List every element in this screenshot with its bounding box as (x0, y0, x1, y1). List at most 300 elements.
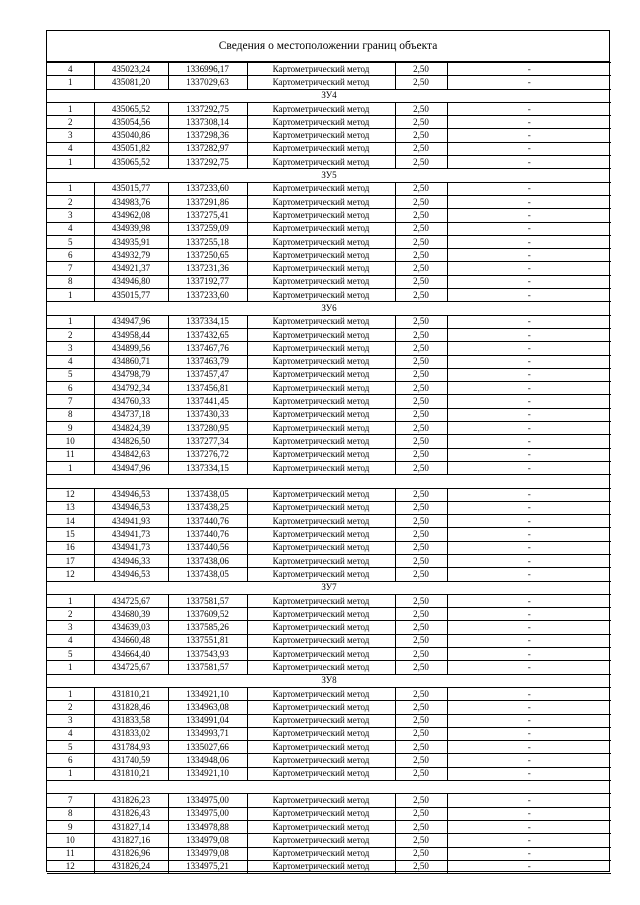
accuracy-cell: 2,50 (395, 608, 447, 621)
x-coordinate-cell: 434941,73 (94, 541, 168, 554)
point-number-cell: 1 (47, 315, 94, 328)
point-number-cell: 3 (47, 714, 94, 727)
table-row (47, 794, 611, 807)
point-number-cell: 6 (47, 754, 94, 767)
x-coordinate-cell: 435065,52 (94, 102, 168, 115)
y-coordinate-cell: 1337250,65 (168, 249, 247, 262)
point-number-cell: 6 (47, 249, 94, 262)
note-cell: - (447, 528, 611, 541)
method-cell: Картометрический метод (247, 289, 395, 302)
table-row (47, 195, 611, 208)
x-coordinate-cell: 434639,03 (94, 621, 168, 634)
x-coordinate-cell: 431826,24 (94, 860, 168, 873)
point-number-cell: 5 (47, 741, 94, 754)
accuracy-cell: 2,50 (395, 355, 447, 368)
x-coordinate-cell: 434946,53 (94, 568, 168, 581)
point-number-cell: 4 (47, 222, 94, 235)
accuracy-cell: 2,50 (395, 741, 447, 754)
note-cell: - (447, 754, 611, 767)
accuracy-cell: 2,50 (395, 648, 447, 661)
accuracy-cell: 2,50 (395, 541, 447, 554)
note-cell: - (447, 422, 611, 435)
y-coordinate-cell: 1337255,18 (168, 235, 247, 248)
note-cell: - (447, 661, 611, 674)
coordinates-table-body (47, 63, 611, 874)
accuracy-cell: 2,50 (395, 116, 447, 129)
note-cell: - (447, 275, 611, 288)
note-cell: - (447, 182, 611, 195)
note-cell: - (447, 435, 611, 448)
method-cell: Картометрический метод (247, 156, 395, 169)
y-coordinate-cell: 1337029,63 (168, 76, 247, 89)
point-number-cell: 2 (47, 328, 94, 341)
note-cell: - (447, 448, 611, 461)
point-number-cell: 11 (47, 847, 94, 860)
table-row (47, 289, 611, 302)
point-number-cell: 5 (47, 235, 94, 248)
y-coordinate-cell: 1337291,86 (168, 195, 247, 208)
x-coordinate-cell: 431740,59 (94, 754, 168, 767)
y-coordinate-cell: 1334979,08 (168, 847, 247, 860)
method-cell: Картометрический метод (247, 648, 395, 661)
accuracy-cell: 2,50 (395, 554, 447, 567)
note-cell: - (447, 342, 611, 355)
accuracy-cell: 2,50 (395, 528, 447, 541)
note-cell: - (447, 368, 611, 381)
table-row (47, 249, 611, 262)
x-coordinate-cell: 434946,33 (94, 554, 168, 567)
accuracy-cell: 2,50 (395, 594, 447, 607)
accuracy-cell: 2,50 (395, 634, 447, 647)
x-coordinate-cell: 431827,14 (94, 820, 168, 833)
accuracy-cell: 2,50 (395, 754, 447, 767)
point-number-cell: 10 (47, 435, 94, 448)
method-cell: Картометрический метод (247, 408, 395, 421)
accuracy-cell: 2,50 (395, 395, 447, 408)
table-row (47, 501, 611, 514)
note-cell: - (447, 714, 611, 727)
method-cell: Картометрический метод (247, 727, 395, 740)
document-frame (46, 30, 610, 872)
y-coordinate-cell: 1334975,00 (168, 794, 247, 807)
method-cell: Картометрический метод (247, 249, 395, 262)
accuracy-cell: 2,50 (395, 515, 447, 528)
accuracy-cell: 2,50 (395, 209, 447, 222)
method-cell: Картометрический метод (247, 807, 395, 820)
x-coordinate-cell: 435015,77 (94, 289, 168, 302)
point-number-cell: 1 (47, 182, 94, 195)
y-coordinate-cell: 1337467,76 (168, 342, 247, 355)
y-coordinate-cell: 1337298,36 (168, 129, 247, 142)
x-coordinate-cell: 434725,67 (94, 661, 168, 674)
y-coordinate-cell: 1334991,04 (168, 714, 247, 727)
x-coordinate-cell: 431828,46 (94, 701, 168, 714)
y-coordinate-cell: 1334979,08 (168, 834, 247, 847)
table-row (47, 328, 611, 341)
table-row (47, 634, 611, 647)
accuracy-cell: 2,50 (395, 222, 447, 235)
accuracy-cell: 2,50 (395, 142, 447, 155)
section-label: ЗУ4 (47, 89, 611, 102)
x-coordinate-cell: 435040,86 (94, 129, 168, 142)
method-cell: Картометрический метод (247, 847, 395, 860)
table-row (47, 594, 611, 607)
x-coordinate-cell: 435081,20 (94, 76, 168, 89)
method-cell: Картометрический метод (247, 142, 395, 155)
method-cell: Картометрический метод (247, 182, 395, 195)
y-coordinate-cell: 1334921,10 (168, 687, 247, 700)
note-cell: - (447, 382, 611, 395)
method-cell: Картометрический метод (247, 368, 395, 381)
table-row (47, 648, 611, 661)
point-number-cell: 1 (47, 156, 94, 169)
section-row (47, 302, 611, 315)
x-coordinate-cell: 434899,56 (94, 342, 168, 355)
point-number-cell: 1 (47, 687, 94, 700)
y-coordinate-cell: 1337308,14 (168, 116, 247, 129)
table-row (47, 461, 611, 474)
y-coordinate-cell: 1337280,95 (168, 422, 247, 435)
x-coordinate-cell: 434941,73 (94, 528, 168, 541)
x-coordinate-cell: 431827,16 (94, 834, 168, 847)
accuracy-cell: 2,50 (395, 621, 447, 634)
method-cell: Картометрический метод (247, 501, 395, 514)
point-number-cell: 4 (47, 63, 94, 76)
table-row (47, 222, 611, 235)
table-row (47, 568, 611, 581)
x-coordinate-cell: 431826,23 (94, 794, 168, 807)
point-number-cell: 8 (47, 275, 94, 288)
x-coordinate-cell: 434725,67 (94, 594, 168, 607)
y-coordinate-cell: 1337440,76 (168, 515, 247, 528)
x-coordinate-cell: 434664,40 (94, 648, 168, 661)
x-coordinate-cell: 434680,39 (94, 608, 168, 621)
method-cell: Картометрический метод (247, 448, 395, 461)
method-cell: Картометрический метод (247, 701, 395, 714)
point-number-cell: 1 (47, 289, 94, 302)
x-coordinate-cell: 434939,98 (94, 222, 168, 235)
y-coordinate-cell: 1337334,15 (168, 461, 247, 474)
point-number-cell: 9 (47, 422, 94, 435)
method-cell: Картометрический метод (247, 129, 395, 142)
note-cell: - (447, 568, 611, 581)
coordinates-table (47, 62, 611, 874)
table-row (47, 448, 611, 461)
table-row (47, 661, 611, 674)
x-coordinate-cell: 435054,56 (94, 116, 168, 129)
table-row (47, 714, 611, 727)
point-number-cell: 3 (47, 342, 94, 355)
note-cell: - (447, 541, 611, 554)
x-coordinate-cell: 434760,33 (94, 395, 168, 408)
accuracy-cell: 2,50 (395, 408, 447, 421)
table-row (47, 156, 611, 169)
note-cell: - (447, 355, 611, 368)
x-coordinate-cell: 431833,02 (94, 727, 168, 740)
y-coordinate-cell: 1334963,08 (168, 701, 247, 714)
accuracy-cell: 2,50 (395, 368, 447, 381)
point-number-cell: 1 (47, 767, 94, 780)
table-row (47, 142, 611, 155)
table-row (47, 847, 611, 860)
table-row (47, 422, 611, 435)
note-cell: - (447, 129, 611, 142)
x-coordinate-cell: 435051,82 (94, 142, 168, 155)
accuracy-cell: 2,50 (395, 448, 447, 461)
point-number-cell: 7 (47, 794, 94, 807)
table-row (47, 515, 611, 528)
method-cell: Картометрический метод (247, 222, 395, 235)
table-row (47, 342, 611, 355)
y-coordinate-cell: 1334948,06 (168, 754, 247, 767)
accuracy-cell: 2,50 (395, 847, 447, 860)
note-cell: - (447, 834, 611, 847)
x-coordinate-cell: 434941,93 (94, 515, 168, 528)
method-cell: Картометрический метод (247, 794, 395, 807)
point-number-cell: 14 (47, 515, 94, 528)
method-cell: Картометрический метод (247, 435, 395, 448)
x-coordinate-cell: 431826,43 (94, 807, 168, 820)
accuracy-cell: 2,50 (395, 156, 447, 169)
point-number-cell: 2 (47, 195, 94, 208)
accuracy-cell: 2,50 (395, 422, 447, 435)
blank-row (47, 781, 611, 794)
accuracy-cell: 2,50 (395, 807, 447, 820)
accuracy-cell: 2,50 (395, 820, 447, 833)
method-cell: Картометрический метод (247, 661, 395, 674)
point-number-cell: 2 (47, 116, 94, 129)
method-cell: Картометрический метод (247, 262, 395, 275)
y-coordinate-cell: 1334993,71 (168, 727, 247, 740)
accuracy-cell: 2,50 (395, 76, 447, 89)
x-coordinate-cell: 434660,48 (94, 634, 168, 647)
note-cell: - (447, 235, 611, 248)
table-row (47, 834, 611, 847)
method-cell: Картометрический метод (247, 235, 395, 248)
y-coordinate-cell: 1337292,75 (168, 156, 247, 169)
note-cell: - (447, 328, 611, 341)
point-number-cell: 12 (47, 568, 94, 581)
y-coordinate-cell: 1337543,93 (168, 648, 247, 661)
method-cell: Картометрический метод (247, 515, 395, 528)
x-coordinate-cell: 434824,39 (94, 422, 168, 435)
table-row (47, 608, 611, 621)
accuracy-cell: 2,50 (395, 860, 447, 873)
accuracy-cell: 2,50 (395, 382, 447, 395)
section-row (47, 581, 611, 594)
method-cell: Картометрический метод (247, 116, 395, 129)
x-coordinate-cell: 434935,91 (94, 235, 168, 248)
y-coordinate-cell: 1334921,10 (168, 767, 247, 780)
method-cell: Картометрический метод (247, 568, 395, 581)
note-cell: - (447, 461, 611, 474)
accuracy-cell: 2,50 (395, 235, 447, 248)
point-number-cell: 8 (47, 408, 94, 421)
accuracy-cell: 2,50 (395, 794, 447, 807)
note-cell: - (447, 847, 611, 860)
accuracy-cell: 2,50 (395, 289, 447, 302)
point-number-cell: 4 (47, 355, 94, 368)
y-coordinate-cell: 1334975,21 (168, 860, 247, 873)
y-coordinate-cell: 1337441,45 (168, 395, 247, 408)
x-coordinate-cell: 434946,80 (94, 275, 168, 288)
point-number-cell: 1 (47, 102, 94, 115)
y-coordinate-cell: 1337432,65 (168, 328, 247, 341)
method-cell: Картометрический метод (247, 461, 395, 474)
note-cell: - (447, 289, 611, 302)
y-coordinate-cell: 1337259,09 (168, 222, 247, 235)
y-coordinate-cell: 1337581,57 (168, 594, 247, 607)
note-cell: - (447, 262, 611, 275)
accuracy-cell: 2,50 (395, 834, 447, 847)
accuracy-cell: 2,50 (395, 195, 447, 208)
table-row (47, 727, 611, 740)
method-cell: Картометрический метод (247, 594, 395, 607)
note-cell: - (447, 634, 611, 647)
table-row (47, 76, 611, 89)
accuracy-cell: 2,50 (395, 129, 447, 142)
section-label: ЗУ5 (47, 169, 611, 182)
note-cell: - (447, 156, 611, 169)
table-row (47, 382, 611, 395)
section-label: ЗУ8 (47, 674, 611, 687)
point-number-cell: 2 (47, 701, 94, 714)
section-label: ЗУ7 (47, 581, 611, 594)
note-cell: - (447, 408, 611, 421)
y-coordinate-cell: 1337551,81 (168, 634, 247, 647)
point-number-cell: 4 (47, 727, 94, 740)
y-coordinate-cell: 1337440,56 (168, 541, 247, 554)
y-coordinate-cell: 1335027,66 (168, 741, 247, 754)
x-coordinate-cell: 434962,08 (94, 209, 168, 222)
accuracy-cell: 2,50 (395, 687, 447, 700)
method-cell: Картометрический метод (247, 754, 395, 767)
table-row (47, 754, 611, 767)
note-cell: - (447, 315, 611, 328)
point-number-cell: 1 (47, 76, 94, 89)
table-row (47, 235, 611, 248)
point-number-cell: 10 (47, 834, 94, 847)
accuracy-cell: 2,50 (395, 461, 447, 474)
accuracy-cell: 2,50 (395, 727, 447, 740)
table-row (47, 701, 611, 714)
x-coordinate-cell: 434860,71 (94, 355, 168, 368)
note-cell: - (447, 687, 611, 700)
note-cell: - (447, 501, 611, 514)
table-row (47, 528, 611, 541)
method-cell: Картометрический метод (247, 195, 395, 208)
blank-row (47, 475, 611, 488)
table-row (47, 741, 611, 754)
x-coordinate-cell: 434958,44 (94, 328, 168, 341)
note-cell: - (447, 515, 611, 528)
method-cell: Картометрический метод (247, 687, 395, 700)
x-coordinate-cell: 431810,21 (94, 767, 168, 780)
y-coordinate-cell: 1337334,15 (168, 315, 247, 328)
note-cell: - (447, 648, 611, 661)
method-cell: Картометрический метод (247, 275, 395, 288)
x-coordinate-cell: 434947,96 (94, 315, 168, 328)
section-row (47, 674, 611, 687)
note-cell: - (447, 820, 611, 833)
accuracy-cell: 2,50 (395, 328, 447, 341)
note-cell: - (447, 860, 611, 873)
x-coordinate-cell: 434792,34 (94, 382, 168, 395)
accuracy-cell: 2,50 (395, 501, 447, 514)
note-cell: - (447, 395, 611, 408)
x-coordinate-cell: 431810,21 (94, 687, 168, 700)
y-coordinate-cell: 1337292,75 (168, 102, 247, 115)
point-number-cell: 16 (47, 541, 94, 554)
method-cell: Картометрический метод (247, 488, 395, 501)
x-coordinate-cell: 434946,53 (94, 501, 168, 514)
table-row (47, 129, 611, 142)
method-cell: Картометрический метод (247, 76, 395, 89)
x-coordinate-cell: 435023,24 (94, 63, 168, 76)
table-row (47, 767, 611, 780)
accuracy-cell: 2,50 (395, 342, 447, 355)
x-coordinate-cell: 431784,93 (94, 741, 168, 754)
table-row (47, 395, 611, 408)
method-cell: Картометрический метод (247, 328, 395, 341)
method-cell: Картометрический метод (247, 63, 395, 76)
point-number-cell: 12 (47, 860, 94, 873)
table-row (47, 262, 611, 275)
y-coordinate-cell: 1337231,36 (168, 262, 247, 275)
point-number-cell: 17 (47, 554, 94, 567)
table-row (47, 368, 611, 381)
accuracy-cell: 2,50 (395, 714, 447, 727)
point-number-cell: 7 (47, 262, 94, 275)
y-coordinate-cell: 1337277,34 (168, 435, 247, 448)
x-coordinate-cell: 434947,96 (94, 461, 168, 474)
point-number-cell: 15 (47, 528, 94, 541)
table-row (47, 355, 611, 368)
y-coordinate-cell: 1336996,17 (168, 63, 247, 76)
note-cell: - (447, 488, 611, 501)
y-coordinate-cell: 1337430,33 (168, 408, 247, 421)
table-row (47, 554, 611, 567)
y-coordinate-cell: 1337282,97 (168, 142, 247, 155)
table-row (47, 621, 611, 634)
accuracy-cell: 2,50 (395, 767, 447, 780)
y-coordinate-cell: 1337581,57 (168, 661, 247, 674)
point-number-cell: 4 (47, 634, 94, 647)
x-coordinate-cell: 431826,96 (94, 847, 168, 860)
point-number-cell: 1 (47, 461, 94, 474)
method-cell: Картометрический метод (247, 209, 395, 222)
point-number-cell: 13 (47, 501, 94, 514)
note-cell: - (447, 102, 611, 115)
note-cell: - (447, 807, 611, 820)
method-cell: Картометрический метод (247, 621, 395, 634)
note-cell: - (447, 554, 611, 567)
table-row (47, 860, 611, 873)
y-coordinate-cell: 1337463,79 (168, 355, 247, 368)
y-coordinate-cell: 1334978,88 (168, 820, 247, 833)
note-cell: - (447, 727, 611, 740)
note-cell: - (447, 249, 611, 262)
point-number-cell: 12 (47, 488, 94, 501)
y-coordinate-cell: 1337233,60 (168, 182, 247, 195)
accuracy-cell: 2,50 (395, 63, 447, 76)
table-row (47, 315, 611, 328)
method-cell: Картометрический метод (247, 102, 395, 115)
x-coordinate-cell: 434826,50 (94, 435, 168, 448)
note-cell: - (447, 701, 611, 714)
note-cell: - (447, 794, 611, 807)
y-coordinate-cell: 1337438,05 (168, 488, 247, 501)
